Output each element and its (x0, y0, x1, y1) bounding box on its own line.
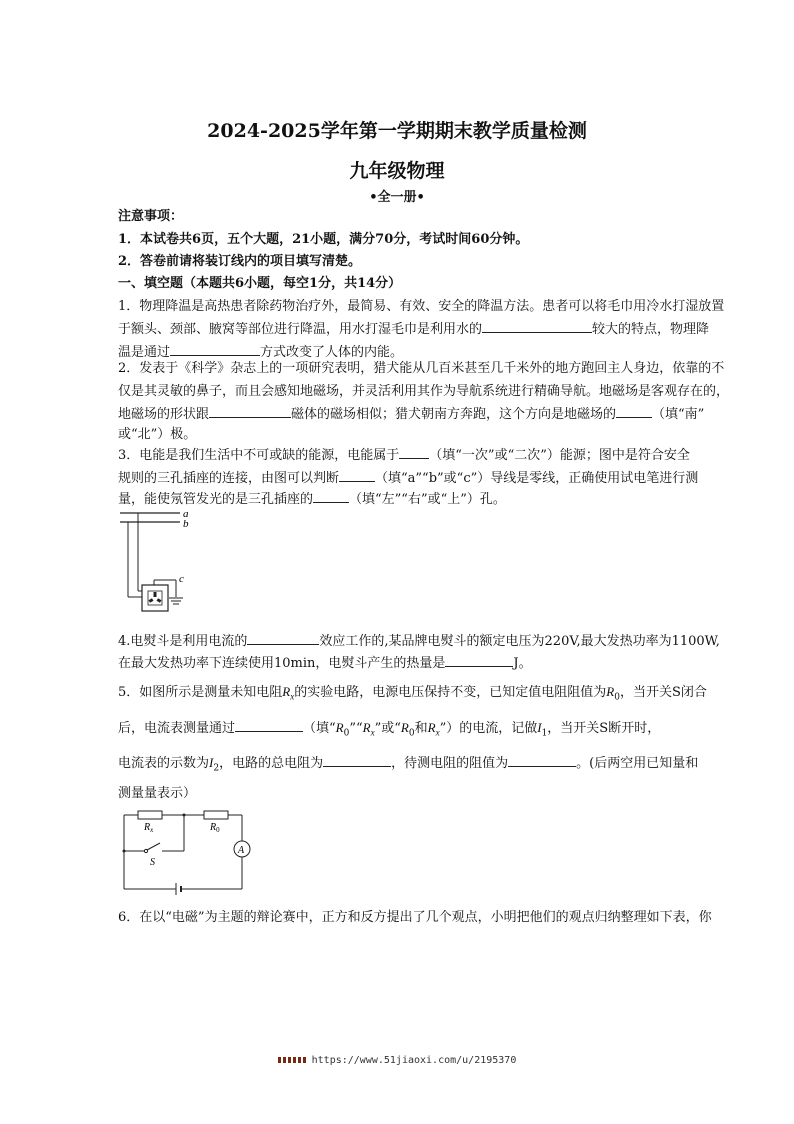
q1-blank-1[interactable] (482, 318, 592, 333)
q4-line-1: 4.电熨斗是利用电流的 效应工作的,某品牌电熨斗的额定电压为220V,最大发热功率为1100W, (118, 630, 720, 649)
exam-subject: 九年级物理 (349, 160, 445, 182)
q6-line-1: 6．在以“电磁”为主题的辩论赛中，正方和反方提出了几个观点，小明把他们的观点归纳整理如下表，你 (118, 910, 712, 925)
q2-line-3: 地磁场的形状跟 磁体的磁场相似；猎犬朝南方奔跑，这个方向是地磁场的 （填“南” (118, 403, 704, 422)
q4-blank-1[interactable] (247, 630, 319, 645)
footer-url[interactable]: https://www.51jiaoxi.com/u/2195370 (311, 1055, 517, 1066)
resistor-r0 (204, 811, 228, 819)
notes-item-1: 1．本试卷共6页，五个大题，21小题，满分70分，考试时间60分钟。 (118, 232, 529, 247)
page-footer (0, 1055, 794, 1066)
q2-blank-2[interactable] (616, 403, 652, 418)
q3-blank-1[interactable] (399, 444, 429, 459)
three-pin-socket (142, 585, 168, 611)
q3-blank-3[interactable] (313, 488, 349, 503)
q5-line-1: 5．如图所示是测量未知电阻$R_x$的实验电路，电源电压保持不变，已知定值电阻阻值为$R_0$，当开关S闭合 (118, 684, 707, 703)
q5-line-2: 后，电流表测量通过 （填“$R_0”“R_x$”或“$R_0$和$R_x$”）的电流，记做$I_1$，当开关S断开时， (118, 717, 660, 739)
q3-line-2: 规则的三孔插座的连接，由图可以判断 （填“a”“b”或“c”）导线是零线，正确使用试电笔进行测 (118, 467, 698, 486)
q4-blank-2[interactable] (445, 652, 513, 667)
wire-label-a: a (183, 508, 189, 520)
switch-s (147, 843, 160, 850)
q2-line-2: 仅是其灵敏的鼻子，而且会感知地磁场，并灵活利用其作为导航系统进行精确导航。地磁场是客观存在的， (118, 384, 730, 399)
notes-item-2: 2．答卷前请将装订线内的项目填写清楚。 (118, 254, 362, 269)
q3-blank-2[interactable] (339, 467, 375, 482)
ammeter-label: A (238, 845, 245, 856)
site-logo-icon (278, 1057, 306, 1063)
q5-line-3: 电流表的示数为$I_2$，电路的总电阻为 ，待测电阻的阻值为 。(后两空用已知量和 (118, 752, 698, 774)
q1-line-1: 1．物理降温是高热患者除药物治疗外，最简易、有效、安全的降温方法。患者可以将毛巾用冷水打湿放置 (118, 299, 725, 314)
q1-blank-2[interactable] (170, 341, 260, 356)
socket-wiring-figure (118, 505, 208, 617)
switch-label: S (150, 857, 155, 868)
wire-label-c: c (179, 573, 184, 585)
exam-scope: •全一册• (369, 190, 425, 205)
circuit-diagram-figure (118, 805, 263, 897)
q2-blank-1[interactable] (209, 403, 291, 418)
q3-line-1: 3．电能是我们生活中不可或缺的能源，电能属于 （填“一次”或“二次”）能源；图中是符合安全 (118, 444, 690, 463)
q5-blank-2[interactable] (323, 752, 391, 767)
wire-label-b: b (183, 518, 189, 530)
q5-blank-1[interactable] (235, 717, 303, 732)
q2-line-4: 或“北”）极。 (118, 427, 197, 442)
q5-blank-3[interactable] (508, 752, 576, 767)
q2-line-1: 2．发表于《科学》杂志上的一项研究表明，猎犬能从几百米甚至几千米外的地方跑回主人身边，依靠的不 (118, 361, 725, 376)
notes-heading: 注意事项： (118, 209, 184, 224)
exam-title: 2024-2025学年第一学期期末教学质量检测 (207, 120, 587, 142)
q1-line-2: 于额头、颈部、腋窝等部位进行降温，用水打湿毛巾是利用水的 较大的特点，物理降 (118, 318, 709, 337)
q1-line-3: 温是通过 方式改变了人体的内能。 (118, 341, 403, 360)
q5-line-4: 测量量表示） (118, 786, 197, 801)
label-r0: $R_0$ (210, 822, 220, 834)
q3-line-3: 量，能使氖管发光的是三孔插座的 （填“左”“右”或“上”）孔。 (118, 488, 506, 507)
section-1-heading: 一、填空题（本题共6小题，每空1分，共14分） (118, 276, 402, 291)
resistor-rx (138, 811, 162, 819)
label-rx: $R_x$ (144, 822, 154, 834)
q4-line-2: 在最大发热功率下连续使用10min，电熨斗产生的热量是 J。 (118, 652, 532, 671)
